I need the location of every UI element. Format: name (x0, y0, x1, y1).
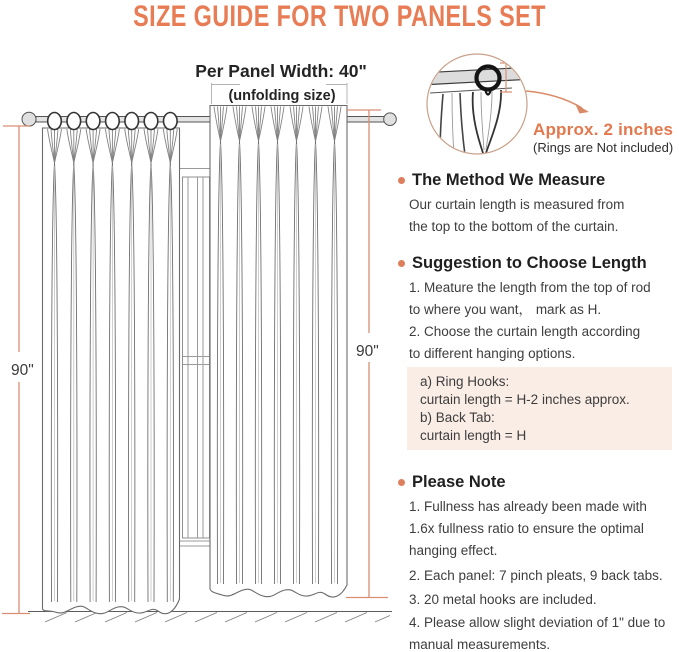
section-heading-note (398, 473, 506, 492)
ring-detail-circle (425, 54, 529, 155)
left-curtain-panel (43, 128, 180, 614)
ring-gap-label: Approx. 2 inches (533, 120, 674, 139)
floor-hatching (45, 613, 390, 623)
note-item-1 (409, 496, 647, 562)
bullet-dot-icon (398, 260, 405, 267)
suggestion-item-1 (409, 277, 651, 321)
text-line: 1. Fullness has already been made with (409, 499, 647, 514)
text-line: to where you want， mark as H. (409, 302, 602, 317)
note-item-4 (409, 612, 665, 652)
page-title: SIZE GUIDE FOR TWO PANELS SET (133, 0, 546, 33)
text-line: 4. Please allow slight deviation of 1" due to (409, 615, 666, 630)
method-body (409, 194, 624, 238)
left-height-label: 90" (11, 362, 34, 379)
panel-width-label: Per Panel Width: 40" (195, 61, 367, 81)
right-height-label: 90" (356, 343, 379, 360)
rings-not-included-note: (Rings are Not included) (533, 140, 674, 155)
heading-label: Please Note (412, 473, 506, 491)
text-line: Our curtain length is measured from (409, 197, 625, 212)
floor (28, 612, 392, 623)
heading-label: The Method We Measure (412, 171, 606, 189)
bullet-dot-icon (398, 177, 405, 184)
arrow-icon (526, 91, 589, 114)
note-item-2 (409, 565, 663, 587)
text-line: to different hanging options. (409, 346, 576, 361)
text-line: 3. 20 metal hooks are included. (409, 592, 597, 607)
section-heading-suggestion (398, 254, 647, 273)
text-line: b) Back Tab: (420, 410, 495, 425)
text-line: the top to the bottom of the curtain. (409, 219, 619, 234)
text-line: curtain length = H (420, 428, 527, 443)
text-line: curtain length = H-2 inches approx. (420, 392, 630, 407)
text-line: 2. Choose the curtain length according (409, 324, 641, 339)
curtain-rings (48, 113, 177, 130)
text-line: a) Ring Hooks: (420, 374, 510, 389)
section-heading-method (398, 171, 605, 190)
suggestion-item-2 (409, 321, 640, 365)
text-line: 1.6x fullness ratio to ensure the optimal (409, 521, 644, 536)
right-curtain-panel (210, 106, 347, 598)
heading-label: Suggestion to Choose Length (412, 254, 647, 272)
text-line: hanging effect. (409, 543, 498, 558)
panel-width-sublabel: (unfolding size) (228, 88, 336, 104)
text-line: 2. Each panel: 7 pinch pleats, 9 back tabs. (409, 568, 663, 583)
length-options-box (407, 367, 672, 450)
note-item-3 (409, 589, 597, 611)
rod-finial-right (384, 113, 397, 126)
bullet-dot-icon (398, 479, 405, 486)
text-line: 1. Meature the length from the top of rod (409, 280, 651, 295)
rod-finial-left (22, 112, 36, 126)
text-line: manual measurements. (409, 637, 551, 652)
